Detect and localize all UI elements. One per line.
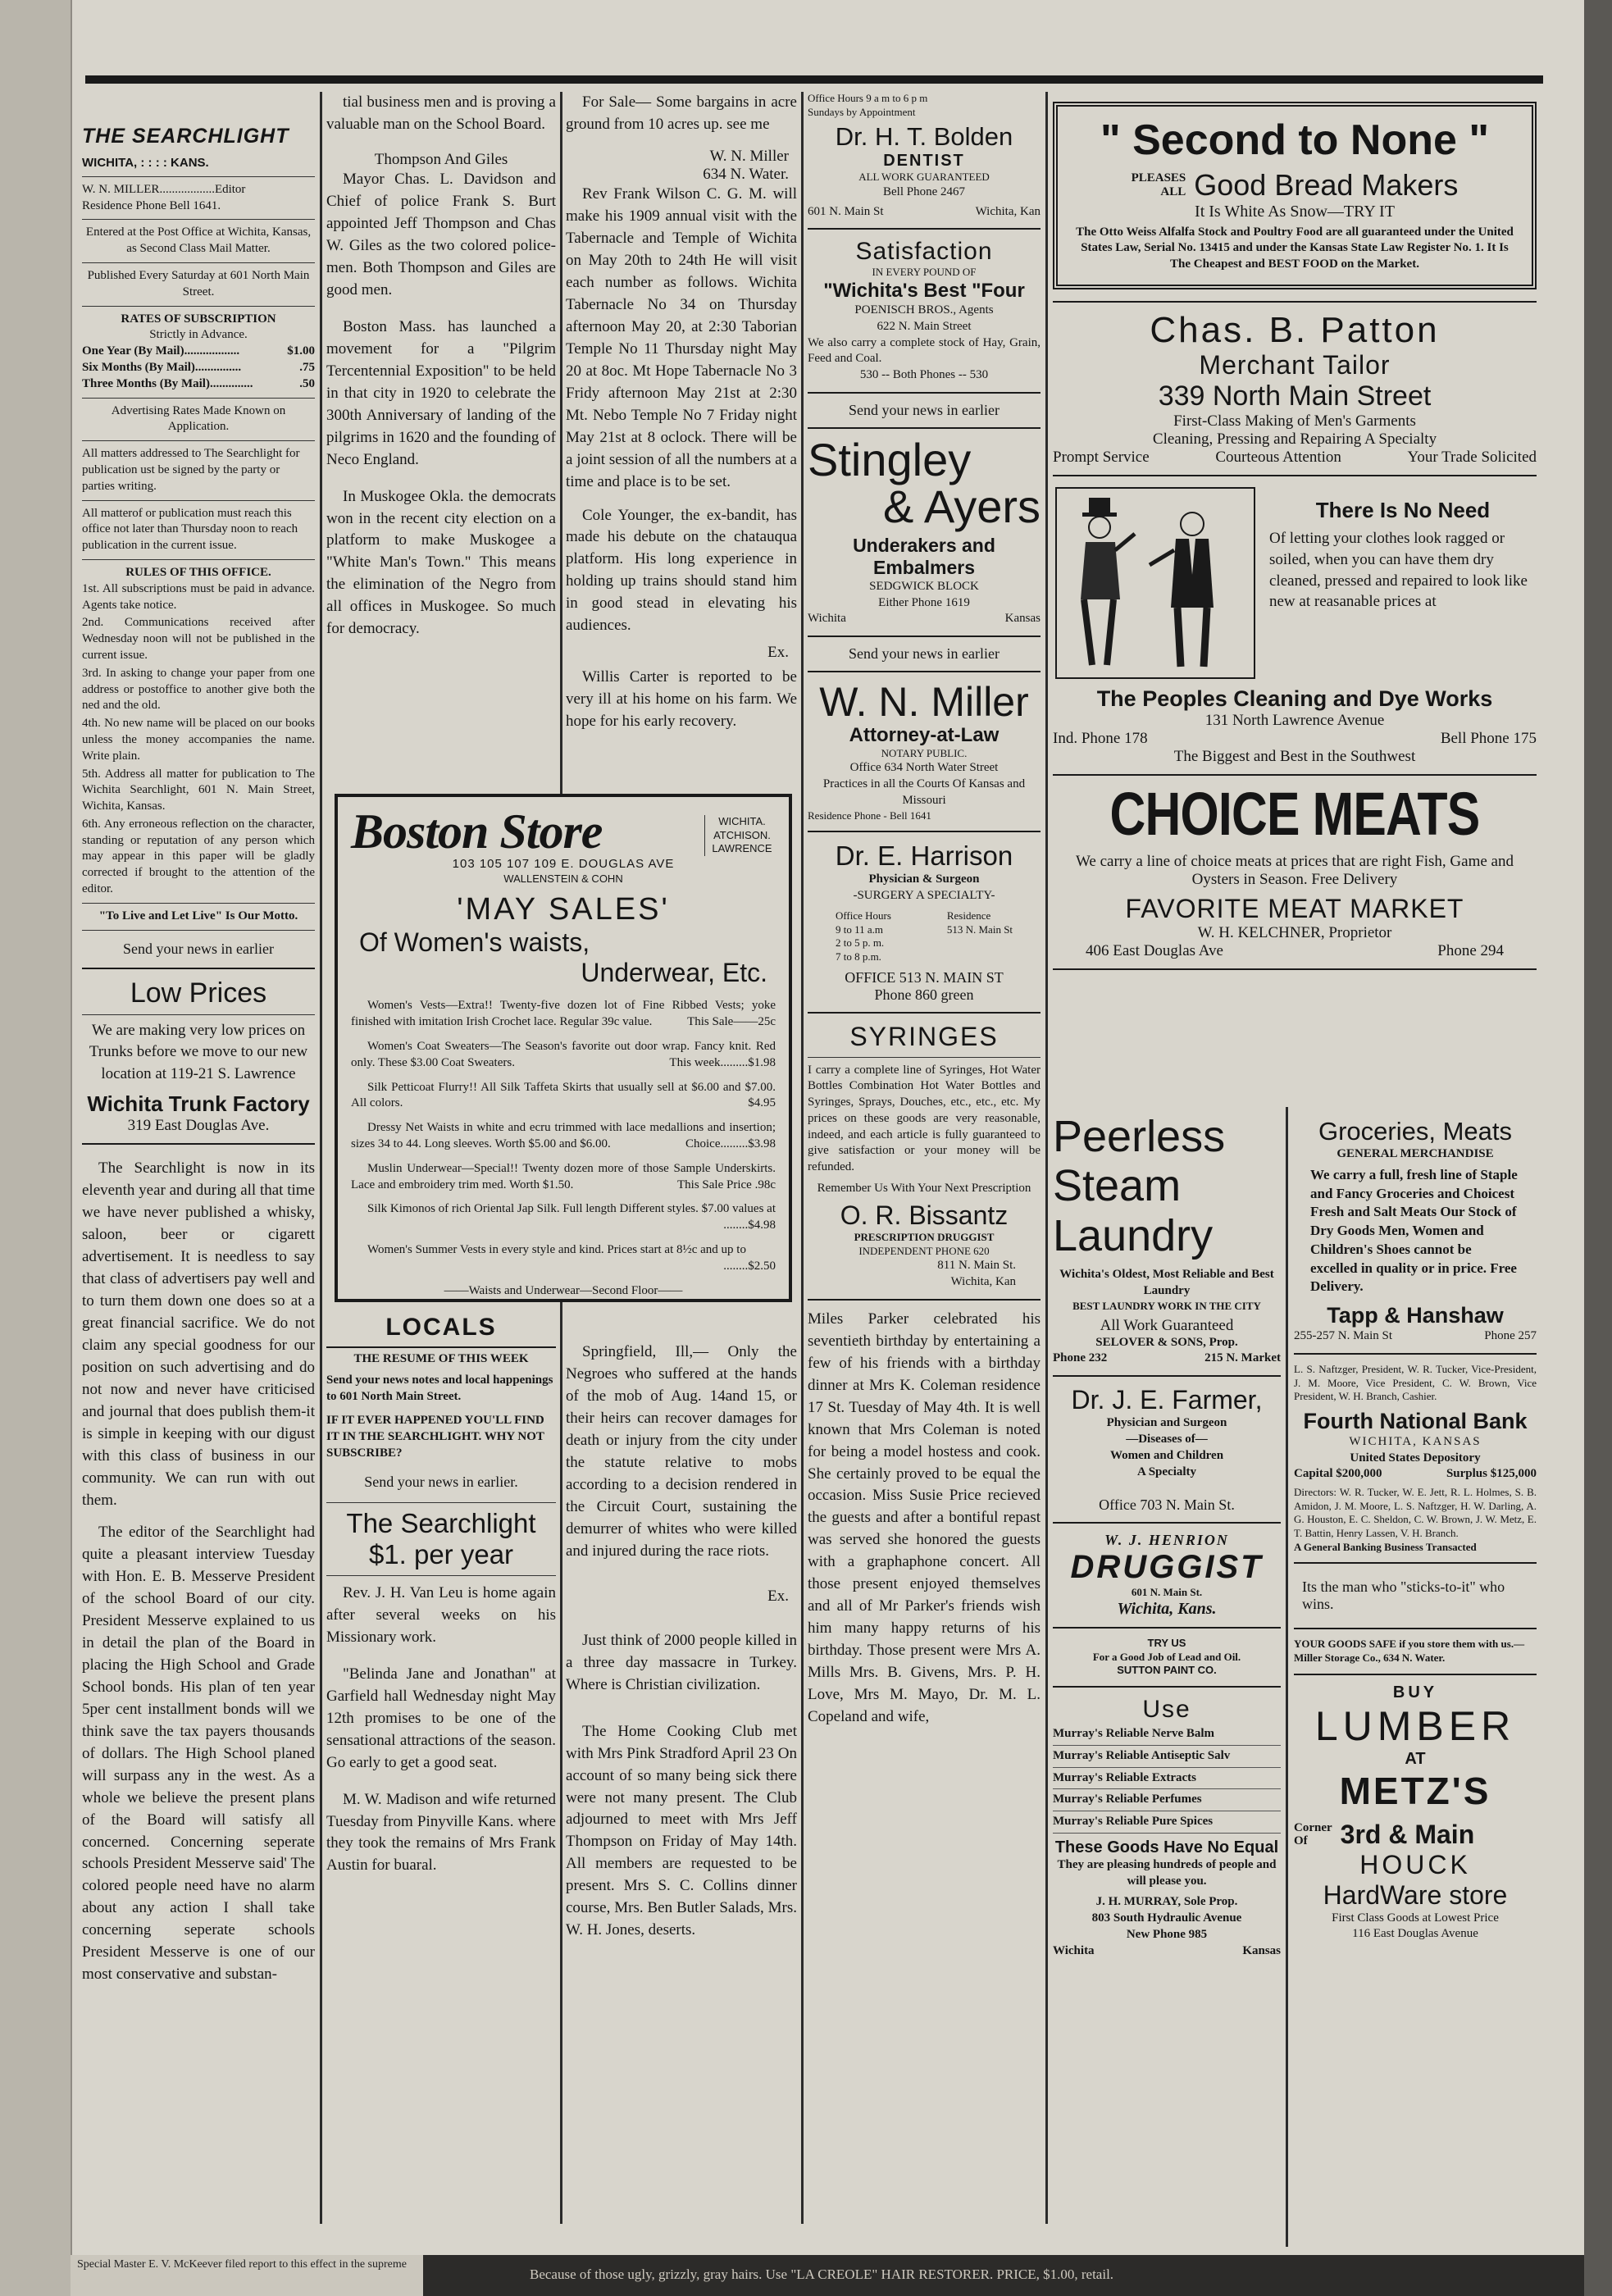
bottom-strip <box>71 2255 1584 2296</box>
satisfaction-firm: POENISCH BROS., Agents <box>854 303 994 317</box>
local-item: "Belinda Jane and Jonathan" at Garfield hall Wednesday night May 12th promises to be one of the sensational attractions of the season. Go early to get a good seat. <box>326 1665 556 1771</box>
article-paragraph: Just think of 2000 people killed in a three day massacre in Turkey. Where is Christian civilization. <box>566 1631 797 1693</box>
bank-surplus: Surplus $125,000 <box>1446 1467 1537 1481</box>
masthead-place: WICHITA, : : : : KANS. <box>82 156 209 170</box>
column-rule <box>801 92 804 2224</box>
tapp-body: We carry a full, fresh line of Staple and Fancy Groceries and Choicest Fresh and Salt Meats Our Stock of Dry Goods Men, Women and Children's Shoes cannot be excelled in quality or in price. Free Delivery. <box>1310 1166 1518 1295</box>
scan-edge <box>1584 0 1612 2296</box>
bolden-city: Wichita, Kan <box>975 204 1041 218</box>
sale-item <box>351 998 776 1031</box>
article-paragraph: The editor of the Searchlight had quite a pleasant interview Tuesday with Hon. E. B. Messerve President of the school Board of our city. President Messerve explained to us in detail the plan of the Board in placing the High School and Grade School bonds. His plan of ten year 5per cent installment bonds will we think save the tax payers thousands of dollars. The High School planed will surpass any in the west. As a whole we believe the present plans of the Board will satisfy all concerned. Concerning seperate schools President Messerve said' The colored people need have no alarm about any action I shall take concerning seperate schools President Messerve is one of our most conservative and substan- <box>82 1523 315 1984</box>
satisfaction-phones: 530 -- Both Phones -- 530 <box>859 368 989 382</box>
syringes-body: I carry a complete line of Syringes, Hot Water Bottles Combination Hot Water Bottles and Syringes, Sprays, Douches, etc., etc., etc. My prices on these goods are very reasonable, indeed, and each article is fully guaranteed to give satisfaction or your money will be refunded. <box>808 1063 1041 1174</box>
bissantz-title: PRESCRIPTION DRUGGIST <box>854 1230 995 1243</box>
houck-first: First Class Goods at Lowest Price <box>1332 1911 1499 1925</box>
rate-label: Six Months (By Mail)............... <box>82 360 242 374</box>
column-6-lower <box>1294 1117 1537 2252</box>
henrion-druggist: DRUGGIST <box>1070 1549 1264 1586</box>
locals-send-news: Send your news in earlier. <box>364 1473 518 1490</box>
locals-heading: LOCALS <box>385 1314 497 1341</box>
rate-label: Three Months (By Mail).............. <box>82 376 253 390</box>
rate-price: $1.00 <box>287 344 315 358</box>
trunk-name: Wichita Trunk Factory <box>87 1091 310 1117</box>
pleases-label: PLEASES <box>1131 171 1186 185</box>
col3-articles-top <box>566 92 797 733</box>
miller-practices: Practices in all the Courts Of Kansas and Missouri <box>822 777 1026 807</box>
patton-s1: Prompt Service <box>1053 449 1150 467</box>
white-as-snow: It Is White As Snow—TRY IT <box>1195 202 1395 221</box>
patton-name: Chas. B. Patton <box>1150 309 1440 350</box>
bolden-address: 601 N. Main St <box>808 204 884 218</box>
sale-item-price: ........$2.50 <box>723 1259 776 1273</box>
masthead-residence: Residence Phone Bell 1641. <box>82 198 221 212</box>
rule-item: 6th. Any erroneous reflection on the character, standing or reputation of any person which may appear in this paper will be gladly corrected if brought to the attention of the editor. <box>82 817 315 896</box>
article-heading: Thompson And Giles <box>374 150 508 168</box>
rate-price: .75 <box>299 360 315 374</box>
satisfaction-heading: Satisfaction <box>855 238 993 266</box>
harrison-phone: Phone 860 green <box>874 986 974 1003</box>
local-item: Rev. J. H. Van Leu is home again after several weeks on his Missionary work. <box>326 1583 556 1646</box>
sale-item-price: This Sale——25c <box>687 1015 776 1029</box>
article-paragraph: Boston Mass. has launched a movement for a "Pilgrim Tercentennial Exposition" to be held in that city in 1920 to celebrate the 300th Anniversary of landing of the pilgrims in 1620 and the founding of Neco England. <box>326 317 556 468</box>
two-gentlemen-illustration <box>1053 485 1258 681</box>
stingley-line1: Stingley <box>808 434 972 486</box>
peerless-prop: SELOVER & SONS, Prop. <box>1095 1335 1238 1349</box>
miller-notary: NOTARY PUBLIC. <box>881 746 968 759</box>
bank-officers: L. S. Naftzger, President, W. R. Tucker, Vice-President, J. M. Moore, Vice President, C. W. Brown, Vice President, W. H. Branch, Cashier. <box>1294 1362 1537 1403</box>
tapp-phone: Phone 257 <box>1484 1329 1537 1343</box>
patton-s2: Courteous Attention <box>1215 449 1341 467</box>
article-paragraph: The Home Cooking Club met with Mrs Pink Stradford April 23 On account of so many being sick there were not many present. The Club adjourned to meet with Mrs Jeff Thompson on Friday of May 14th. All members are requested to be present. Mrs S. C. Collins dinner course, Mrs. Ben Butler Salads, Mrs. W. H. Jones, deserts. <box>566 1722 797 1939</box>
choice-meats-heading: CHOICE MEATS <box>1109 780 1480 849</box>
satisfaction-address: 622 N. Main Street <box>877 319 972 333</box>
farmer-name: Dr. J. E. Farmer, <box>1071 1385 1263 1415</box>
rate-row <box>82 376 315 393</box>
harrison-office: OFFICE 513 N. MAIN ST <box>845 968 1004 986</box>
lumber-third-main: 3rd & Main <box>1340 1819 1475 1849</box>
harrison-residence: 513 N. Main St <box>946 922 1013 936</box>
rates-heading: RATES OF SUBSCRIPTION <box>121 312 276 326</box>
motto: "To Live and Let Live" Is Our Motto. <box>98 909 298 922</box>
column-rule <box>1045 92 1048 2224</box>
murray-items <box>1053 1724 1281 1834</box>
bank-city: WICHITA, KANSAS <box>1349 1434 1482 1448</box>
sticks-to-it: Its the man who "sticks-to-it" who wins. <box>1302 1578 1505 1613</box>
murray-item: Murray's Reliable Nerve Balm <box>1053 1724 1281 1746</box>
peerless-l1: Peerless <box>1053 1112 1226 1161</box>
harrison-hours-2: 2 to 5 p. m. <box>835 936 885 950</box>
murray-city: Wichita <box>1053 1943 1095 1957</box>
lumber-buy: BUY <box>1392 1683 1438 1702</box>
peerless-body2: BEST LAUNDRY WORK IN THE CITY <box>1072 1300 1261 1312</box>
farmer-title: Physician and Surgeon <box>1106 1416 1227 1430</box>
bolden-name: Dr. H. T. Bolden <box>835 122 1013 152</box>
locals-resume: THE RESUME OF THIS WEEK <box>353 1352 529 1365</box>
bolden-guarantee: ALL WORK GUARANTEED <box>858 171 990 184</box>
second-to-none-ad <box>1053 102 1537 289</box>
satisfaction-brand: "Wichita's Best "Four <box>823 280 1025 303</box>
satisfaction-body: We also carry a complete stock of Hay, Grain, Feed and Coal. <box>808 335 1041 366</box>
no-need-heading: There Is No Need <box>1315 498 1491 523</box>
local-item: M. W. Madison and wife returned Tuesday from Pinyville Kans. where they took the remains of Mrs Frank Austin for buaral. <box>326 1790 556 1875</box>
no-need-body: Of letting your clothes look ragged or soiled, when you can have them dry cleaned, pressed and repaired to look like new at reasanable prices at <box>1269 530 1528 611</box>
miller-office: Office 634 North Water Street <box>849 761 999 775</box>
corner-label: Corner <box>1294 1820 1332 1834</box>
col1-articles <box>82 1158 315 1986</box>
rule-item: 5th. Address all matter for publication to The Wichita Searchlight, 601 N. Main Street, Wichita, Kansas. <box>82 767 315 813</box>
article-paragraph: For Sale— Some bargains in acre ground from 10 acres up. see me <box>566 93 797 133</box>
lumber-at: AT <box>1405 1749 1426 1768</box>
rules-heading: RULES OF THIS OFFICE. <box>125 565 271 579</box>
subscription-line2: $1. per year <box>368 1538 514 1569</box>
trunk-heading: Low Prices <box>130 977 267 1009</box>
bolden-title: DENTIST <box>883 152 965 171</box>
send-news-note-2: Send your news in earlier <box>849 402 1000 419</box>
parker-birthday: Miles Parker celebrated his seventieth birthday by entertaining a few of his friends with a birthday dinner at Mrs K. Coleman residence 17 St. Tuesday of May 4th. It is well known that Mrs Coleman is noted for being a model hostess and cook. She certainly proved to be equal the occasion. Miss Susie Price recieved the guests and after a bontiful repast was served she honored the guests with a graphaphone concert. All those present enjoyed themselves and all of Mr Parker's friends wish him many happy returns of his birthday. Those present were Mrs A. Mills Mrs. B. Givens, Mrs. P. H. Love, Mrs M. Mayo, Dr. M. L. Copeland and wife, <box>808 1310 1041 1726</box>
boston-store-branches: WICHITA. ATCHISON. LAWRENCE <box>704 815 776 856</box>
peoples-address: 131 North Lawrence Avenue <box>1204 712 1385 730</box>
locals-send-notes: Send your news notes and local happenings to 601 North Main Street. <box>326 1373 553 1403</box>
patton-line2: Cleaning, Pressing and Repairing A Specialty <box>1152 430 1437 449</box>
stingley-state: Kansas <box>1004 612 1041 626</box>
column-3-bottom <box>566 1309 797 2252</box>
tapp-heading: Groceries, Meats <box>1318 1117 1512 1146</box>
subscription-line1: The Searchlight <box>346 1507 536 1538</box>
patton-line1: First-Class Making of Men's Garments <box>1173 412 1416 430</box>
masthead-editor: W. N. MILLER..................Editor <box>82 182 246 196</box>
top-rule <box>85 75 1543 84</box>
article-paragraph: Mayor Chas. L. Davidson and Chief of police Frank S. Burt appointed Jeff Thompson and Chas W. Giles as the two colored police-men. Both Thompson and Giles are good men. <box>326 170 556 298</box>
boston-store-owners: WALLENSTEIN & COHN <box>503 872 623 885</box>
houck-hardware: HardWare store <box>1323 1879 1508 1910</box>
harrison-hours-3: 7 to 8 p.m. <box>835 950 881 963</box>
storage-ad: YOUR GOODS SAFE if you store them with us.—Miller Storage Co., 634 N. Water. <box>1294 1638 1525 1664</box>
murray-pleasing: They are pleasing hundreds of people and will please you. <box>1057 1857 1277 1888</box>
sale-item-price: $4.95 <box>748 1096 776 1110</box>
murray-phone: New Phone 985 <box>1126 1928 1208 1942</box>
advertising-rates: Advertising Rates Made Known on Application. <box>111 403 286 434</box>
article-paragraph: 634 N. Water. <box>703 165 789 183</box>
article-paragraph: W. N. Miller <box>709 147 789 165</box>
col3-articles-bottom <box>566 1342 797 1942</box>
boston-headline: 'MAY SALES' <box>457 892 670 927</box>
matters-note-1: All matters addressed to The Searchlight for publication ust be signed by the party or parties writing. <box>82 447 300 493</box>
harrison-name: Dr. E. Harrison <box>835 840 1013 872</box>
rule-item: 4th. No new name will be placed on our books unless the money accompanies the name. Write plain. <box>82 717 315 763</box>
rates-list <box>82 344 315 392</box>
murray-equal: These Goods Have No Equal <box>1054 1838 1279 1856</box>
binding-edge <box>0 0 72 2296</box>
column-3-top <box>566 92 797 740</box>
farmer-specialty: A Specialty <box>1136 1465 1197 1478</box>
of-label: Of <box>1294 1834 1308 1848</box>
masthead-title: THE SEARCHLIGHT <box>82 125 289 148</box>
syringes-remember: Remember Us With Your Next Prescription <box>817 1182 1031 1196</box>
murray-prop: J. H. MURRAY, Sole Prop. <box>1095 1895 1238 1909</box>
sale-item <box>351 1161 776 1194</box>
sale-item-text: Silk Petticoat Flurry!! All Silk Taffeta Skirts that usually sell at $6.00 and $7.00. All colors. <box>351 1080 776 1110</box>
column-rule <box>320 92 322 2224</box>
peerless-address: 215 N. Market <box>1204 1351 1281 1365</box>
patton-title: Merchant Tailor <box>1199 350 1391 380</box>
sale-item-text: Women's Coat Sweaters—The Season's favorite out door wrap. Fancy knit. Red only. These $3.00 Coat Sweaters. <box>351 1040 776 1069</box>
second-to-none-headline: " Second to None " <box>1100 116 1489 164</box>
rule-item: 2nd. Communications received after Wednesday noon will not be published in the current issue. <box>82 616 315 662</box>
column-5-wide <box>1053 92 1537 978</box>
article-paragraph: Ex. <box>767 644 789 662</box>
send-news-note-3: Send your news in earlier <box>849 645 1000 663</box>
stingley-block: SEDGWICK BLOCK <box>869 579 979 593</box>
stingley-trade: Underakers and Embalmers <box>853 534 995 578</box>
otto-weiss-body: The Otto Weiss Alfalfa Stock and Poultry Food are all guaranteed under the United States Law, Serial No. 13415 and under the Kansas State Law Register No. 1. It Is The Cheapest and BEST FOOD on the Market. <box>1076 225 1514 271</box>
matters-note-2: All matterof or publication must reach this office not later than Thursday noon to reach publication in the current issue. <box>82 506 298 553</box>
bank-general: A General Banking Business Transacted <box>1294 1540 1477 1553</box>
peoples-name: The Peoples Cleaning and Dye Works <box>1096 686 1493 712</box>
harrison-residence-label: Residence <box>946 909 991 922</box>
rate-label: One Year (By Mail).................. <box>82 344 240 358</box>
satisfaction-in-every: IN EVERY POUND OF <box>872 266 977 279</box>
trunk-address: 319 East Douglas Ave. <box>127 1117 270 1135</box>
boston-store-address: 103 105 107 109 E. DOUGLAS AVE <box>452 857 675 871</box>
henrion-address: 601 N. Main St. <box>1131 1586 1203 1599</box>
rate-row <box>82 344 315 360</box>
boston-footer: ——Waists and Underwear—Second Floor—— <box>444 1283 683 1297</box>
tapp-address: 255-257 N. Main St <box>1294 1329 1392 1343</box>
boston-store-name: Boston Store <box>351 804 603 859</box>
column-5-lower <box>1053 1112 1281 2252</box>
article-paragraph: tial business men and is proving a valuable man on the School Board. <box>326 93 556 133</box>
all-label: ALL <box>1160 184 1186 198</box>
sutton-try: TRY US <box>1147 1637 1186 1650</box>
column-1 <box>82 92 315 1996</box>
sutton-body: For a Good Job of Lead and Oil. <box>1092 1650 1241 1663</box>
sale-item-text: Dressy Net Waists in white and ecru trimmed with lace medallions and insertion; sizes 34 to 44. Long sleeves. Worth $5.00 and $6.00. <box>351 1121 776 1150</box>
rates-sub: Strictly in Advance. <box>149 328 248 342</box>
bissantz-phone: INDEPENDENT PHONE 620 <box>858 1244 990 1257</box>
bank-name: Fourth National Bank <box>1303 1408 1528 1433</box>
sale-item <box>351 1039 776 1072</box>
sale-item-text: Women's Vests—Extra!! Twenty-five dozen lot of Fine Ribbed Vests; yoke finished with imitation Irish Crochet lace. Regular 39c value. <box>351 999 776 1029</box>
send-news-note: Send your news in earlier <box>123 940 274 957</box>
peoples-bell-phone: Bell Phone 175 <box>1440 730 1537 748</box>
bank-directors: Directors: W. R. Tucker, W. E. Jett, R. L. Holmes, S. B. Amidon, J. M. Moore, L. S. Naftzger, H. W. Darling, A. G. Houston, E. C. Sheldon, C. W. Brown, J. W. Metz, E. T. Battin, Henry Lassen, V. H. Branch. <box>1294 1486 1537 1540</box>
bank-capital: Capital $200,000 <box>1294 1467 1382 1481</box>
sale-item-text: Silk Kimonos of rich Oriental Jap Silk. Full length Different styles. $7.00 values at <box>367 1202 776 1216</box>
boston-sub2: Underwear, Etc. <box>581 958 767 988</box>
sale-item <box>351 1080 776 1113</box>
column-rule-lower <box>1286 1107 1288 2247</box>
boston-sub1: Of Women's waists, <box>359 927 590 958</box>
locals-if-happened: IF IT EVER HAPPENED YOU'LL FIND IT IN THE SEARCHLIGHT. WHY NOT SUBSCRIBE? <box>326 1414 544 1460</box>
murray-heading: Use <box>1142 1695 1191 1723</box>
peerless-l3: Laundry <box>1053 1210 1214 1260</box>
sale-item-price: This week.........$1.98 <box>669 1055 776 1069</box>
sale-item-price: ........$4.98 <box>723 1219 776 1232</box>
patton-s3: Your Trade Solicited <box>1407 449 1537 467</box>
murray-address: 803 South Hydraulic Avenue <box>1091 1911 1242 1925</box>
overlapping-clipping: Special Master E. V. McKeever filed report to this effect in the supreme <box>71 2255 423 2296</box>
bolden-hours: Office Hours 9 a m to 6 p m <box>808 92 928 104</box>
stingley-phone: Either Phone 1619 <box>878 595 970 609</box>
sale-item <box>351 1120 776 1153</box>
article-paragraph: Cole Younger, the ex-bandit, has made his debute on the chatauqua platform. His long experience in holding up trains should stand him in good stead in elevating his audiences. <box>566 506 797 635</box>
sale-item-price: This Sale Price .98c <box>677 1178 776 1191</box>
harrison-specialty: -SURGERY A SPECIALTY- <box>853 889 995 903</box>
rate-row <box>82 360 315 376</box>
masthead-entered: Entered at the Post Office at Wichita, Kansas, as Second Class Mail Matter. <box>85 226 312 256</box>
stingley-city: Wichita <box>808 612 846 626</box>
murray-item: Murray's Reliable Extracts <box>1053 1768 1281 1790</box>
bank-depository: United States Depository <box>1350 1451 1481 1465</box>
miller-residence: Residence Phone - Bell 1641 <box>808 809 931 822</box>
article-paragraph: Willis Carter is reported to be very ill at his home on his farm. We hope for his early recovery. <box>566 668 797 731</box>
article-paragraph: Rev Frank Wilson C. G. M. will make his 1909 annual visit with the Tabernacle and Temple of Wichita on May 20th to 24th He will visit each number as follows. Wichita Tabernacle No 34 on Thursday afternoon May 20, at 2:30 Taborian Temple No 11 Thursday night May 20 at 8oc. Mt Hope Tabernacle No 3 Fridy afternoon May 21st at 2:30 Mt. Nebo Temple No 7 Friday night May 21st at 8 oclock. There will be a joint session of all the numbers at a time and place is to be set. <box>566 184 797 490</box>
rule-item: 3rd. In asking to change your paper from one address or postoffice to another give both the ned and the old. <box>82 666 315 713</box>
henrion-city: Wichita, Kans. <box>1117 1600 1217 1619</box>
la-creole-ad: Because of those ugly, grizzly, gray hairs. Use "LA CREOLE" HAIR RESTORER. PRICE, $1.00, retail. <box>530 2266 1114 2282</box>
harrison-hours-1: 9 to 11 a.m <box>835 922 883 936</box>
syringes-heading: SYRINGES <box>849 1021 999 1051</box>
rules-list <box>82 581 315 898</box>
stingley-line2: & Ayers <box>883 481 1041 533</box>
article-paragraph: The Searchlight is now in its eleventh year and during all that time we have never published a whisky, saloon, beer or cigarett advertisement. It is needless to say that class of advertisers pay well and to turn them down one does so at a great financial sacrifice. We do not claim any special goodness for our position on such advertising and do not now and never have criticised and journal that does publish them-it is simple in keeping with our digust with this class of business in our community. We can run with out them. <box>82 1159 315 1509</box>
locals-items <box>326 1583 556 1878</box>
bissantz-address: 811 N. Main St. <box>937 1259 1016 1273</box>
sale-item-text: Women's Summer Vests in every style and kind. Prices start at 8½c and up to <box>367 1242 746 1256</box>
peerless-body1: Wichita's Oldest, Most Reliable and Best Laundry <box>1059 1268 1274 1298</box>
tapp-sub: GENERAL MERCHANDISE <box>1337 1147 1494 1160</box>
tapp-name: Tapp & Hanshaw <box>1327 1303 1504 1328</box>
boston-items <box>351 998 776 1274</box>
meat-proprietor: W. H. KELCHNER, Proprietor <box>1197 924 1392 942</box>
meat-address: 406 East Douglas Ave <box>1086 942 1223 960</box>
miller-name: W. N. Miller <box>819 679 1029 726</box>
bissantz-name: O. R. Bissantz <box>840 1200 1009 1230</box>
peoples-tagline: The Biggest and Best in the Southwest <box>1173 748 1416 766</box>
sale-item-text: Muslin Underwear—Special!! Twenty dozen more of those Sample Underskirts. Lace and embroidery trim med. Worth $1.50. <box>351 1161 776 1191</box>
trunk-body: We are making very low prices on Trunks before we move to our new location at 119-21 S. Lawrence <box>89 1021 308 1082</box>
lumber-metz: METZ'S <box>1339 1769 1491 1812</box>
column-4 <box>808 92 1041 2248</box>
lumber-word: LUMBER <box>1314 1702 1516 1749</box>
houck-name: HOUCK <box>1359 1849 1471 1879</box>
boston-store-ad <box>335 794 792 1302</box>
favorite-meat-market: FAVORITE MEAT MARKET <box>1125 894 1464 924</box>
farmer-diseases: —Diseases of— <box>1126 1433 1208 1446</box>
bolden-sundays: Sundays by Appointment <box>808 105 916 118</box>
masthead-published: Published Every Saturday at 601 North Main Street. <box>87 268 310 298</box>
farmer-women: Women and Children <box>1109 1448 1224 1462</box>
sale-item <box>351 1201 776 1234</box>
murray-item: Murray's Reliable Antiseptic Salv <box>1053 1746 1281 1768</box>
farmer-office: Office 703 N. Main St. <box>1099 1496 1235 1514</box>
peoples-cleaning-ad <box>1053 485 1537 681</box>
peoples-ind-phone: Ind. Phone 178 <box>1053 730 1148 748</box>
patton-address: 339 North Main Street <box>1158 380 1432 412</box>
sale-item-price: Choice.........$3.98 <box>685 1137 776 1150</box>
harrison-hours-label: Office Hours <box>835 909 891 922</box>
article-paragraph: Springfield, Ill,— Only the Negroes who suffered at the hands of the mob of Aug. 14and 15, or their heirs can recover damages for death or injury from the city under the statute relative to mobs according to a decision rendered in the Circuit Court, sustaining the demurrer of whites who were killed and injured during the race riots. <box>566 1343 797 1560</box>
rate-price: .50 <box>299 376 315 390</box>
choice-meats-body: We carry a line of choice meats at prices that are right Fish, Game and Oysters in Season. Free Delivery <box>1076 853 1514 889</box>
murray-state: Kansas <box>1242 1943 1281 1957</box>
henrion-name: W. J. HENRION <box>1104 1532 1229 1549</box>
locals-section <box>326 1309 556 2252</box>
sutton-name: SUTTON PAINT CO. <box>1117 1664 1217 1677</box>
peerless-phone: Phone 232 <box>1053 1351 1108 1365</box>
rule-item: 1st. All subscriptions must be paid in advance. Agents take notice. <box>82 581 315 612</box>
article-paragraph: In Muskogee Okla. the democrats won in the recent city election on a platform to make Muskogee a "White Man's Town." This means the elimination of the Negro from all offices in Muskogee. So much for democracy. <box>326 487 556 638</box>
murray-item: Murray's Reliable Pure Spices <box>1053 1811 1281 1834</box>
harrison-title: Physician & Surgeon <box>868 872 980 886</box>
meat-phone: Phone 294 <box>1437 942 1504 960</box>
bolden-phone: Bell Phone 2467 <box>883 184 965 198</box>
murray-item: Murray's Reliable Perfumes <box>1053 1789 1281 1811</box>
good-bread-makers: Good Bread Makers <box>1194 167 1459 202</box>
houck-address: 116 East Douglas Avenue <box>1352 1927 1478 1941</box>
article-credit: Ex. <box>767 1587 789 1605</box>
sale-item <box>351 1242 776 1275</box>
peerless-guar: All Work Guaranteed <box>1100 1316 1234 1334</box>
col2-articles <box>326 92 556 640</box>
miller-title: Attorney-at-Law <box>849 723 1000 746</box>
peerless-l2: Steam <box>1053 1161 1182 1211</box>
bissantz-city: Wichita, Kan <box>950 1274 1016 1288</box>
column-2-top <box>326 92 556 740</box>
